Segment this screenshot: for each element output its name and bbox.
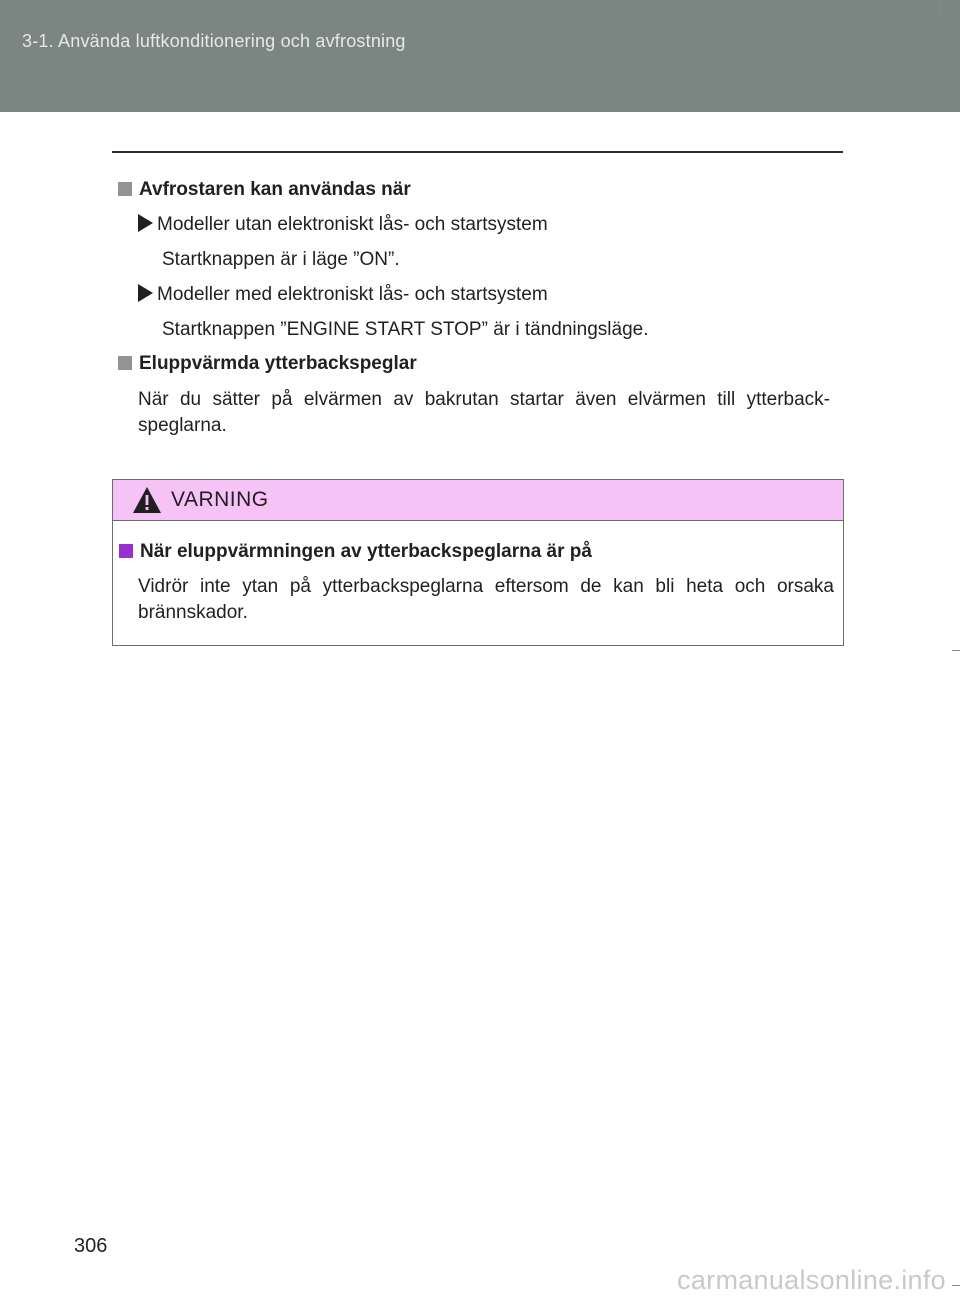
body-text: Startknappen är i läge ”ON”. (162, 249, 400, 270)
square-bullet-icon (119, 544, 133, 558)
triangle-bullet-icon (138, 284, 153, 302)
section-heading: Avfrostaren kan användas när (118, 179, 411, 201)
chapter-title: 3-1. Använda luftkonditionering och avfrostning (22, 31, 406, 51)
crop-mark (952, 1285, 960, 1286)
page-number: 306 (74, 1235, 108, 1257)
page-header (0, 0, 960, 112)
watermark: carmanualsonline.info (677, 1265, 946, 1295)
section-heading: Eluppvärmda ytterbackspeglar (118, 353, 417, 375)
model-variant: Modeller med elektroniskt lås- och startsystem (138, 284, 548, 306)
body-text: Startknappen ”ENGINE START STOP” är i tändningsläge. (162, 319, 649, 340)
warning-box (112, 479, 844, 646)
body-text: När du sätter på elvärmen av bakrutan startar även elvärmen till ytterback-speglarna. (138, 389, 830, 436)
section-divider (112, 151, 843, 153)
model-variant: Modeller utan elektroniskt lås- och startsystem (138, 214, 548, 236)
square-bullet-icon (118, 182, 132, 196)
crop-mark (940, 0, 941, 20)
warning-icon (132, 486, 162, 514)
warning-text: Vidrör inte ytan på ytterbackspeglarna eftersom de kan bli heta och orsaka brännskador. (138, 576, 834, 623)
warning-header (113, 480, 843, 521)
square-bullet-icon (118, 356, 132, 370)
warning-title: VARNING (171, 488, 269, 511)
triangle-bullet-icon (138, 214, 153, 232)
crop-mark (952, 650, 960, 651)
warning-heading: När eluppvärmningen av ytterbackspeglarna är på (119, 541, 592, 563)
